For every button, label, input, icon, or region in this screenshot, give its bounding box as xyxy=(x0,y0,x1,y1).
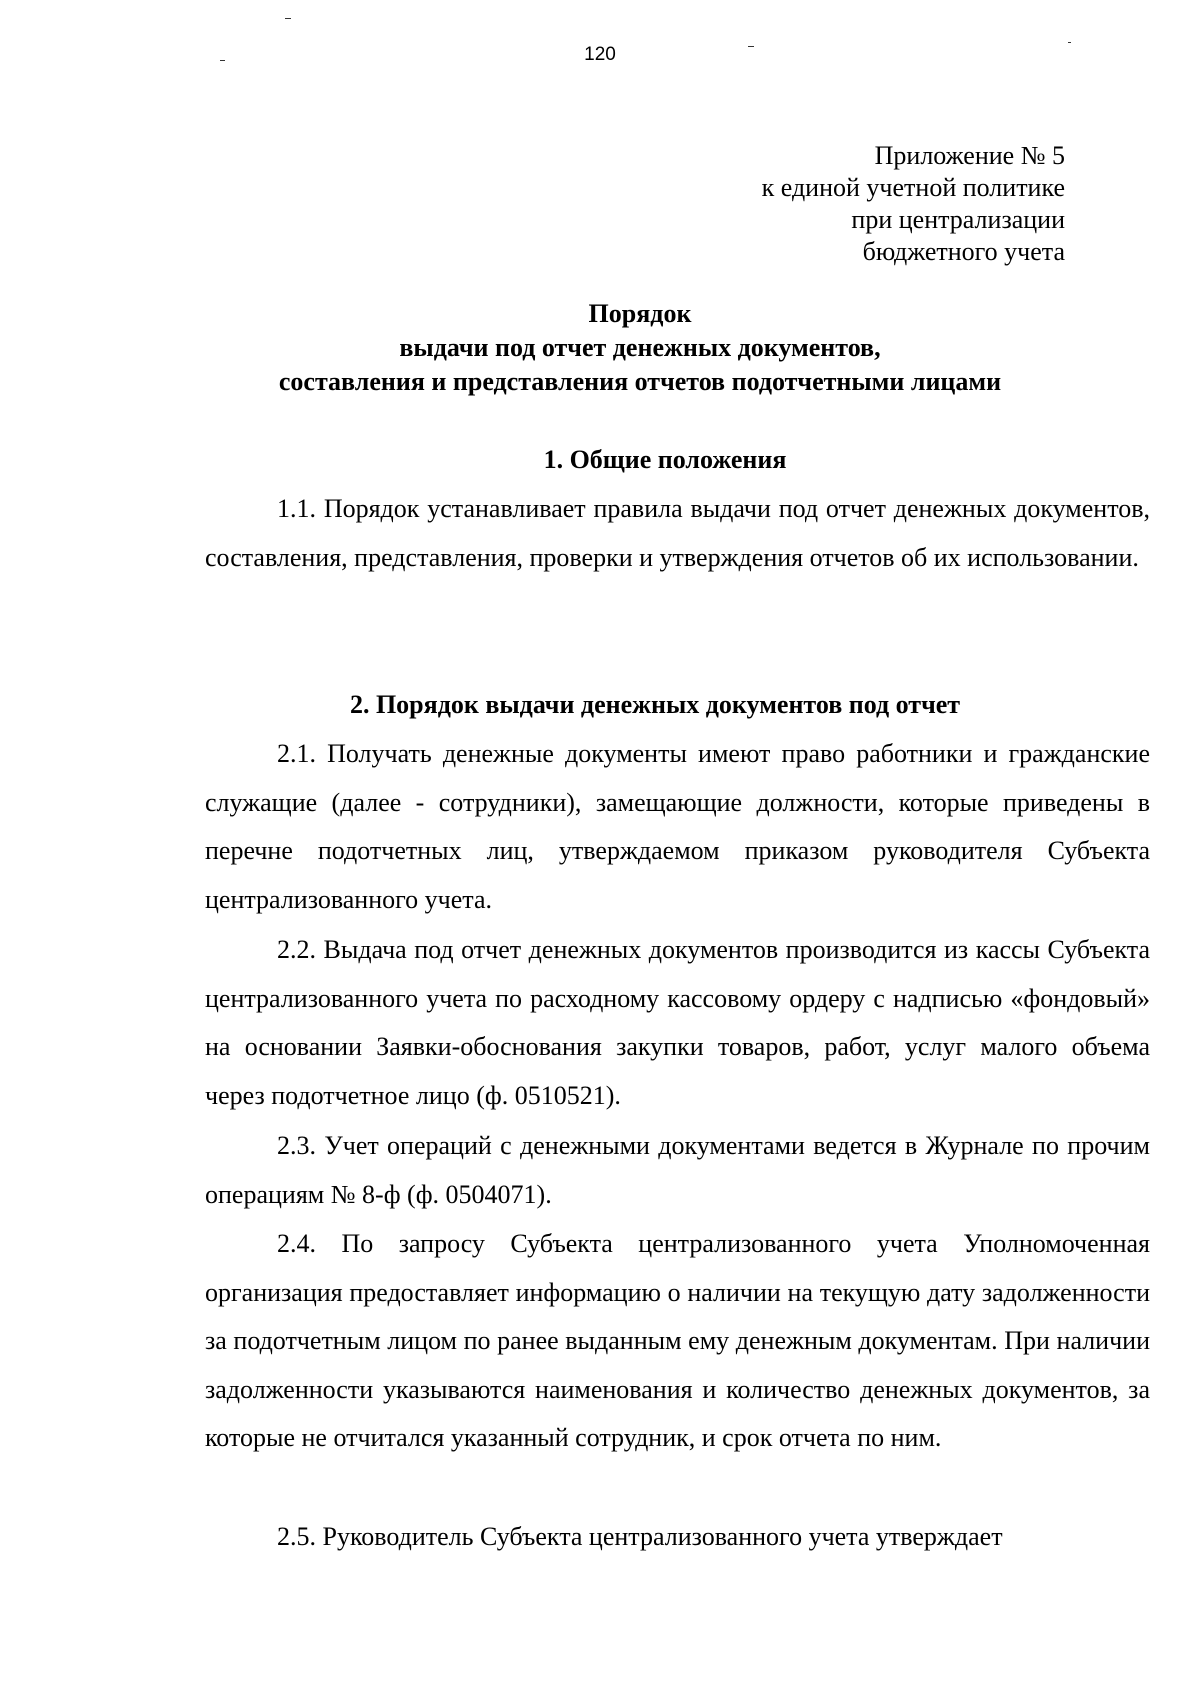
section-heading-general: 1. Общие положения xyxy=(543,445,787,474)
appendix-line: Приложение № 5 xyxy=(874,141,1065,170)
page-number: 120 xyxy=(584,44,616,65)
paragraph-2-3: 2.3. Учет операций с денежными документами ведется в Журнале по прочим операциям № 8-ф (ф. 0504071). xyxy=(205,1131,1150,1209)
paragraph-1-1: 1.1. Порядок устанавливает правила выдачи под отчет денежных документов, составления, представления, проверки и утверждения отчетов об их использовании. xyxy=(205,494,1150,572)
section-heading-issuance: 2. Порядок выдачи денежных документов под отчет xyxy=(349,690,961,719)
title-line: Порядок xyxy=(588,299,692,328)
appendix-line: при централизации xyxy=(851,205,1065,234)
paragraph-2-1: 2.1. Получать денежные документы имеют право работники и гражданские служащие (далее - сотрудники), замещающие должности, которые приведены в перечне подотчетных лиц, утверждаемом приказом руководителя Субъекта централизованного учета. xyxy=(205,739,1150,914)
title-line: выдачи под отчет денежных документов, xyxy=(399,333,881,362)
appendix-line: к единой учетной политике xyxy=(761,173,1065,202)
appendix-reference xyxy=(762,140,1065,268)
title-line: составления и представления отчетов подотчетными лицами xyxy=(278,367,1002,396)
scan-speck xyxy=(285,18,291,19)
paragraph-2-4: 2.4. По запросу Субъекта централизованного учета Уполномоченная организация предоставляет информацию о наличии на текущую дату задолженности за подотчетным лицом по ранее выданным ему денежным документам. При наличии задолженности указываются наименования и количество денежных документов, за которые не отчитался указанный сотрудник, и срок отчета по ним. xyxy=(205,1229,1150,1452)
paragraph-2-5: 2.5. Руководитель Субъекта централизованного учета утверждает xyxy=(277,1522,1003,1551)
scan-speck xyxy=(1068,42,1071,43)
appendix-line: бюджетного учета xyxy=(862,237,1065,266)
paragraph-2-2: 2.2. Выдача под отчет денежных документов производится из кассы Субъекта централизованного учета по расходному кассовому ордеру с надписью «фондовый» на основании Заявки-обоснования закупки товаров, работ, услуг малого объема через подотчетное лицо (ф. 0510521). xyxy=(205,935,1150,1110)
document-title xyxy=(185,297,1095,399)
